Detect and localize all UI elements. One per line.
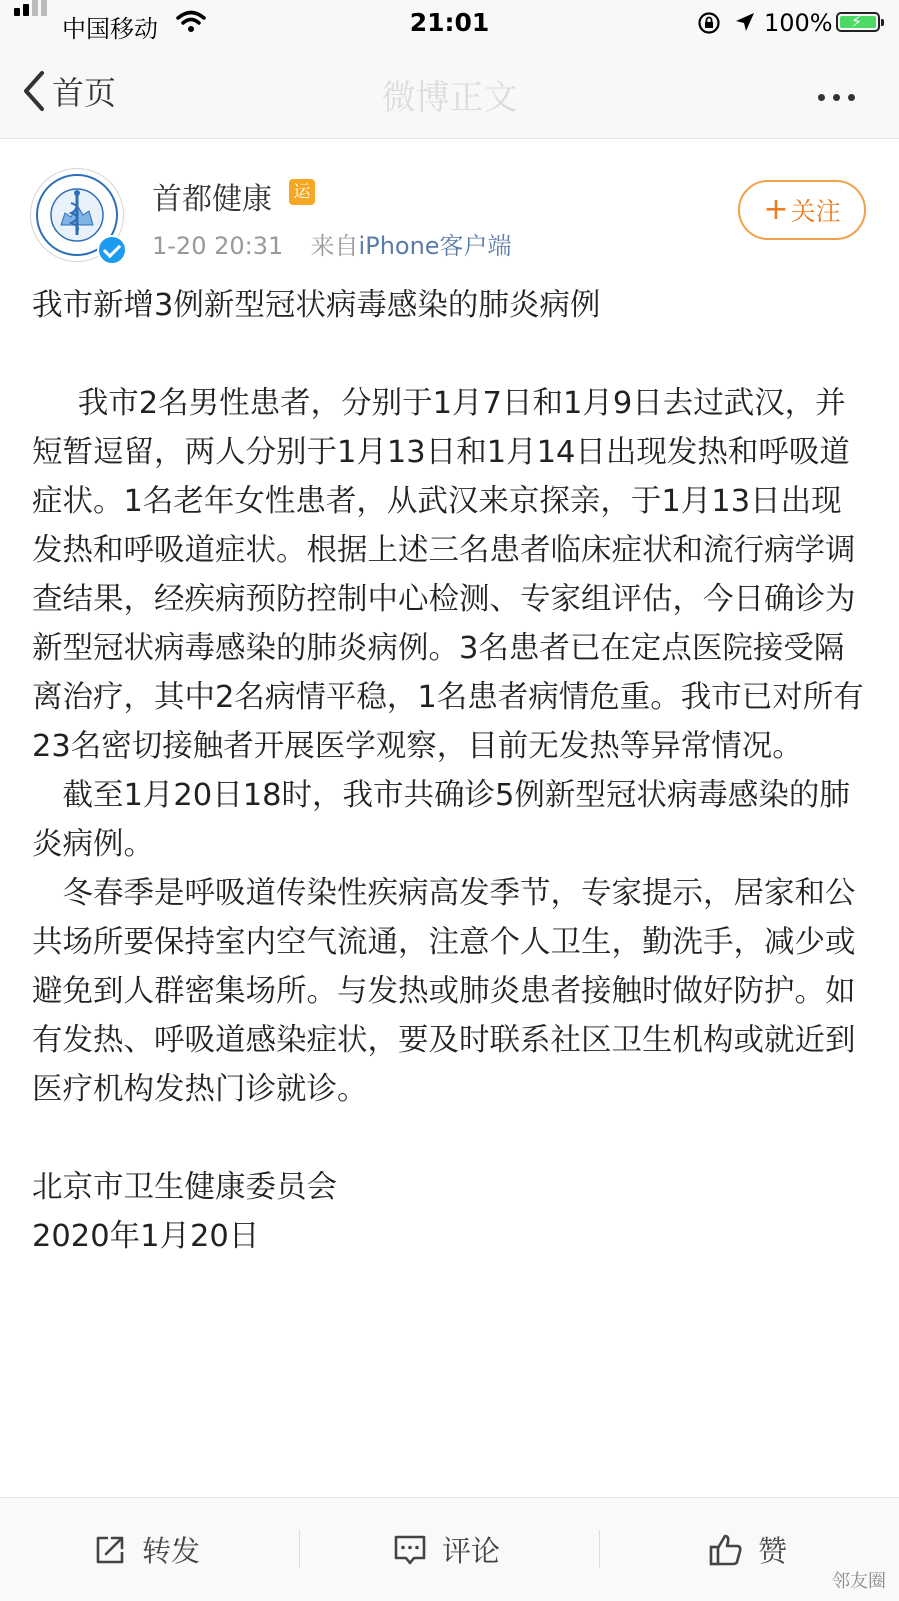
post-signature: 北京市卫生健康委员会 — [32, 1170, 337, 1205]
clock: 21:01 — [409, 8, 490, 37]
source-link[interactable]: iPhone客户端 — [358, 232, 512, 260]
follow-button[interactable] — [738, 180, 866, 240]
carrier-name: 中国移动 — [62, 15, 158, 43]
divider — [299, 1530, 300, 1568]
battery-percent: 100% — [764, 9, 833, 37]
post-headline: 我市新增3例新型冠状病毒感染的肺炎病例 — [32, 288, 601, 323]
post-time: 1-20 20:31 — [152, 232, 284, 260]
post-content — [32, 281, 872, 1261]
member-badge[interactable]: 运 — [289, 179, 315, 205]
like-button[interactable] — [708, 1498, 787, 1601]
repost-label: 转发 — [142, 1534, 201, 1568]
comment-label: 评论 — [442, 1534, 501, 1568]
verified-badge-icon — [97, 235, 127, 265]
plus-icon: + — [763, 192, 789, 227]
repost-button[interactable] — [92, 1498, 200, 1601]
battery-icon: ⚡ — [836, 12, 880, 32]
watermark: 邻友圈 — [832, 1571, 886, 1592]
post-date: 2020年1月20日 — [32, 1219, 260, 1254]
post-meta — [152, 226, 512, 261]
location-arrow-icon — [734, 11, 756, 33]
nav-bar — [0, 46, 899, 139]
follow-label: 关注 — [790, 197, 841, 226]
rotation-lock-icon — [697, 11, 721, 35]
comment-button[interactable] — [392, 1498, 500, 1601]
post-paragraph: 我市2名男性患者，分别于1月7日和1月9日去过武汉，并短暂逗留，两人分别于1月13日和1月14日出现发热和呼吸道症状。1名老年女性患者，从武汉来京探亲，于1月13日出现发热和呼吸道症状。根据上述三名患者临床症状和流行病学调查结果，经疾病预防控制中心检测、专家组评估，今日确诊为新型冠状病毒感染的肺炎病例。3名患者已在定点医院接受隔离治疗，其中2名病情平稳，1名患者病情危重。我市已对所有23名密切接触者开展医学观察，目前无发热等异常情况。 — [32, 386, 864, 764]
comment-icon — [392, 1532, 428, 1568]
more-dot-icon — [848, 94, 855, 101]
repost-icon — [92, 1532, 128, 1568]
thumbs-up-icon — [708, 1532, 744, 1568]
status-bar — [0, 0, 899, 46]
post-paragraph: 截至1月20日18时，我市共确诊5例新型冠状病毒感染的肺炎病例。 — [32, 778, 850, 862]
source-prefix: 来自 — [310, 232, 359, 260]
post-paragraph: 冬春季是呼吸道传染性疾病高发季节，专家提示，居家和公共场所要保持室内空气流通，注意个人卫生，勤洗手，减少或避免到人群密集场所。与发热或肺炎患者接触时做好防护。如有发热、呼吸道感染症状，要及时联系社区卫生机构或就近到医疗机构发热门诊就诊。 — [32, 876, 856, 1107]
like-label: 赞 — [758, 1534, 788, 1568]
page-title: 微博正文 — [381, 78, 518, 118]
more-dot-icon — [818, 94, 825, 101]
back-label: 首页 — [52, 74, 117, 112]
more-dot-icon — [833, 94, 840, 101]
action-bar — [0, 1497, 899, 1601]
more-button[interactable] — [818, 86, 855, 105]
divider — [599, 1530, 600, 1568]
author-name[interactable]: 首都健康 — [152, 182, 272, 217]
